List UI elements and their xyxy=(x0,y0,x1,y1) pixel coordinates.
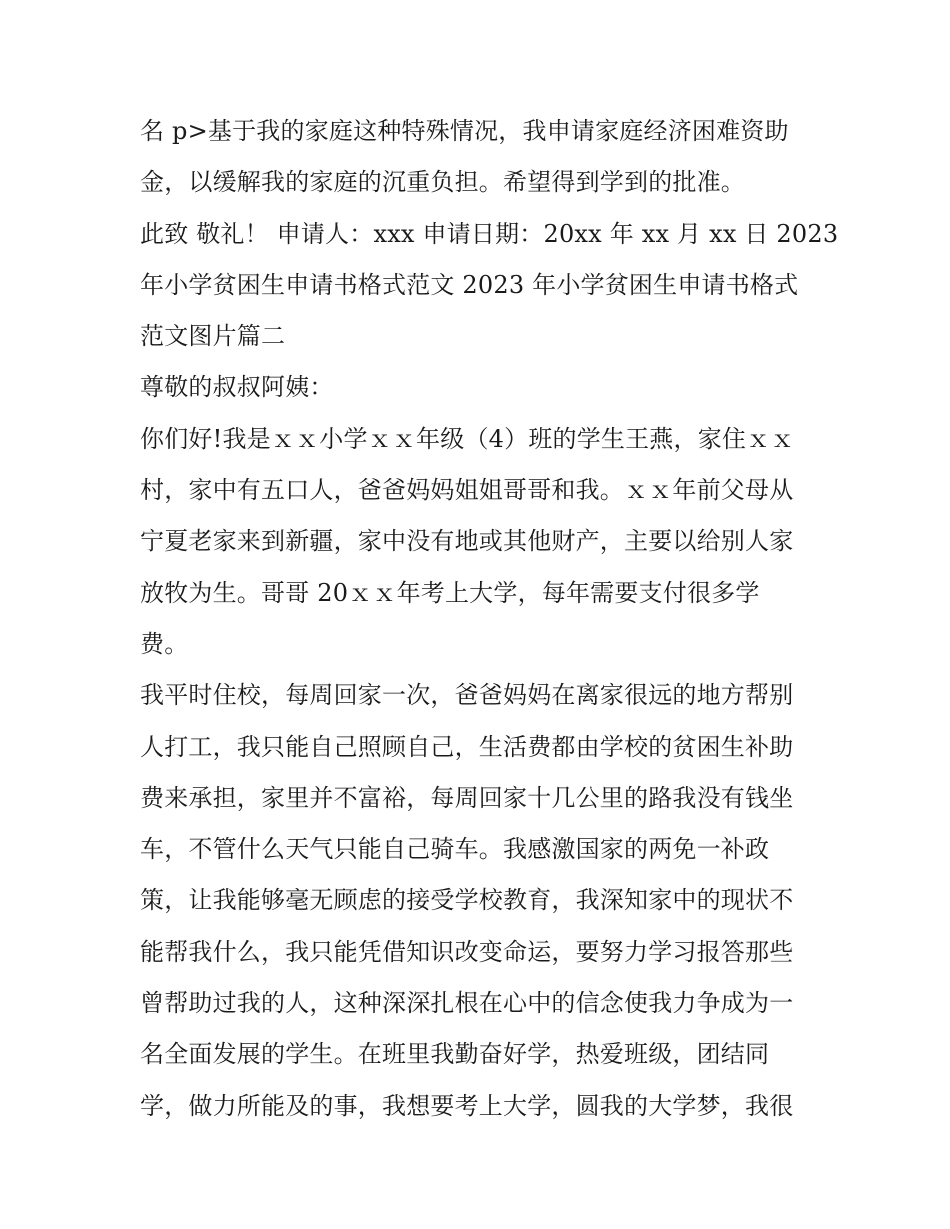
text-line: 费来承担，家里并不富裕，每周回家十几公里的路我没有钱坐 xyxy=(140,783,794,812)
text-line: 费。 xyxy=(140,629,189,658)
text-line: 年小学贫困生申请书格式范文 2023 年小学贫困生申请书格式 xyxy=(140,270,799,299)
text-line: 名 p>基于我的家庭这种特殊情况，我申请家庭经济困难资助 xyxy=(140,117,789,145)
text-line: 名全面发展的学生。在班里我勤奋好学，热爱班级，团结同 xyxy=(140,1040,770,1069)
text-line: 放牧为生。哥哥 20ｘｘ年考上大学，每年需要支付很多学 xyxy=(140,578,760,607)
text-line: 范文图片篇二 xyxy=(140,322,286,351)
text-line: 策，让我能够毫无顾虑的接受学校教育，我深知家中的现状不 xyxy=(140,886,794,915)
text-line: 车，不管什么天气只能自己骑车。我感激国家的两免一补政 xyxy=(140,835,770,864)
salutation: 尊敬的叔叔阿姨： xyxy=(140,373,334,402)
text-line: 金，以缓解我的家庭的沉重负担。希望得到学到的批准。 xyxy=(140,168,745,197)
text-line: 学，做力所能及的事，我想要考上大学，圆我的大学梦，我很 xyxy=(140,1091,794,1120)
text-line: 能帮我什么，我只能凭借知识改变命运，要努力学习报答那些 xyxy=(140,937,794,966)
document-body xyxy=(140,106,839,1132)
text-line: 宁夏老家来到新疆，家中没有地或其他财产，主要以给别人家 xyxy=(140,527,794,556)
text-line: 曾帮助过我的人，这种深深扎根在心中的信念使我力争成为一 xyxy=(140,989,794,1018)
text-line: 此致 敬礼！ 申请人：xxx 申请日期：20xx 年 xx 月 xx 日 2023 xyxy=(140,219,839,248)
text-line: 你们好!我是ｘｘ小学ｘｘ年级（4）班的学生王燕，家住ｘｘ xyxy=(140,424,795,453)
text-line: 我平时住校，每周回家一次，爸爸妈妈在离家很远的地方帮别 xyxy=(140,681,794,710)
text-line: 人打工，我只能自己照顾自己，生活费都由学校的贫困生补助 xyxy=(140,732,794,761)
text-line: 村，家中有五口人，爸爸妈妈姐姐哥哥和我。ｘｘ年前父母从 xyxy=(140,476,794,505)
